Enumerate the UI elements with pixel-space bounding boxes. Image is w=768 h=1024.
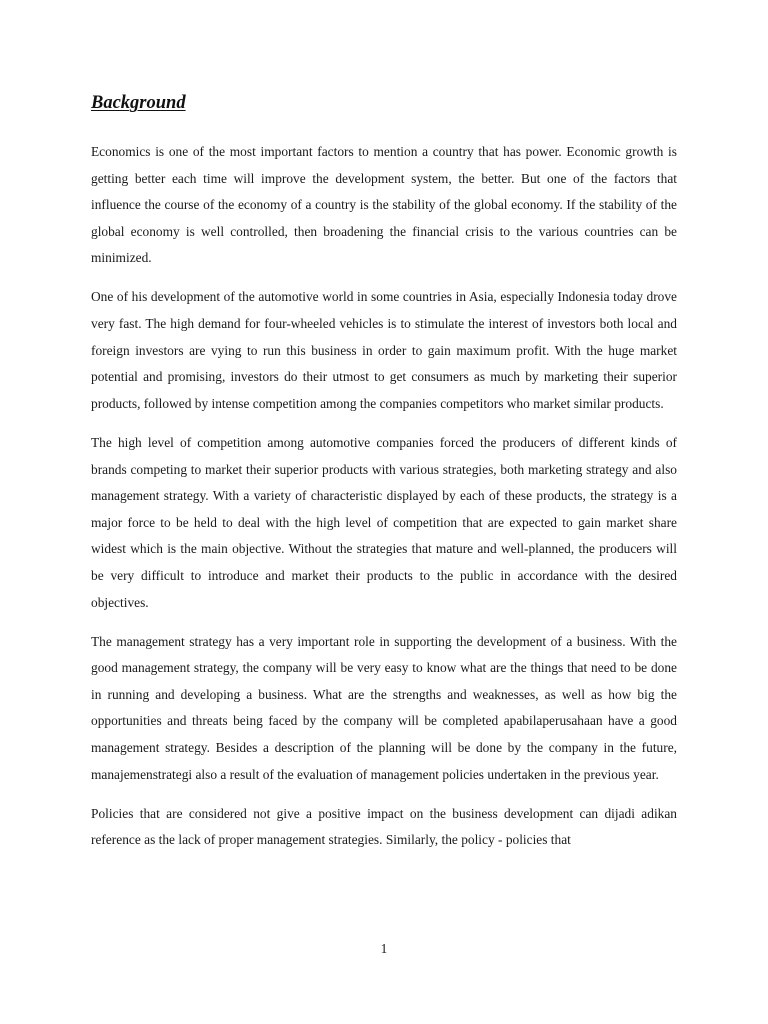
paragraph-4: The management strategy has a very important role in supporting the development of a business. With the good management strategy, the company will be very easy to know what are the things that need to be done in running and developing a business. What are the strengths and weaknesses, as well as how big the opportunities and threats being faced by the company will be completed apabilaperusahaan have a good management strategy. Besides a description of the planning will be done by the company in the future, manajemenstrategi also a result of the evaluation of management policies undertaken in the previous year. bbox=[91, 633, 677, 782]
paragraph-1: Economics is one of the most important factors to mention a country that has power. Economic growth is getting better each time will improve the development system, the better. But one of the factors that influence the course of the economy of a country is the stability of the global economy. If the stability of the global economy is well controlled, then broadening the financial crisis to the various countries can be minimized. bbox=[91, 144, 677, 266]
body-text bbox=[91, 139, 677, 866]
page-number: 1 bbox=[380, 941, 388, 956]
paragraph-3: The high level of competition among automotive companies forced the producers of different kinds of brands competing to market their superior products with various strategies, both marketing strategy and also management strategy. With a variety of characteristic displayed by each of these products, the strategy is a major force to be held to deal with the high level of competition that are expected to gain market share widest which is the main objective. Without the strategies that mature and well-planned, the producers will be very difficult to introduce and market their products to the public in accordance with the desired objectives. bbox=[91, 434, 677, 610]
paragraph-5: Policies that are considered not give a positive impact on the business development can dijadi adikan reference as the lack of proper management strategies. Similarly, the policy - policies that bbox=[91, 805, 677, 848]
section-heading: Background bbox=[91, 93, 186, 113]
paragraph-2: One of his development of the automotive world in some countries in Asia, especially Indonesia today drove very fast. The high demand for four-wheeled vehicles is to stimulate the interest of investors both local and foreign investors are vying to run this business in order to gain maximum profit. With the huge market potential and promising, investors do their utmost to get consumers as much by marketing their superior products, followed by intense competition among the companies competitors who market similar products. bbox=[91, 289, 677, 411]
